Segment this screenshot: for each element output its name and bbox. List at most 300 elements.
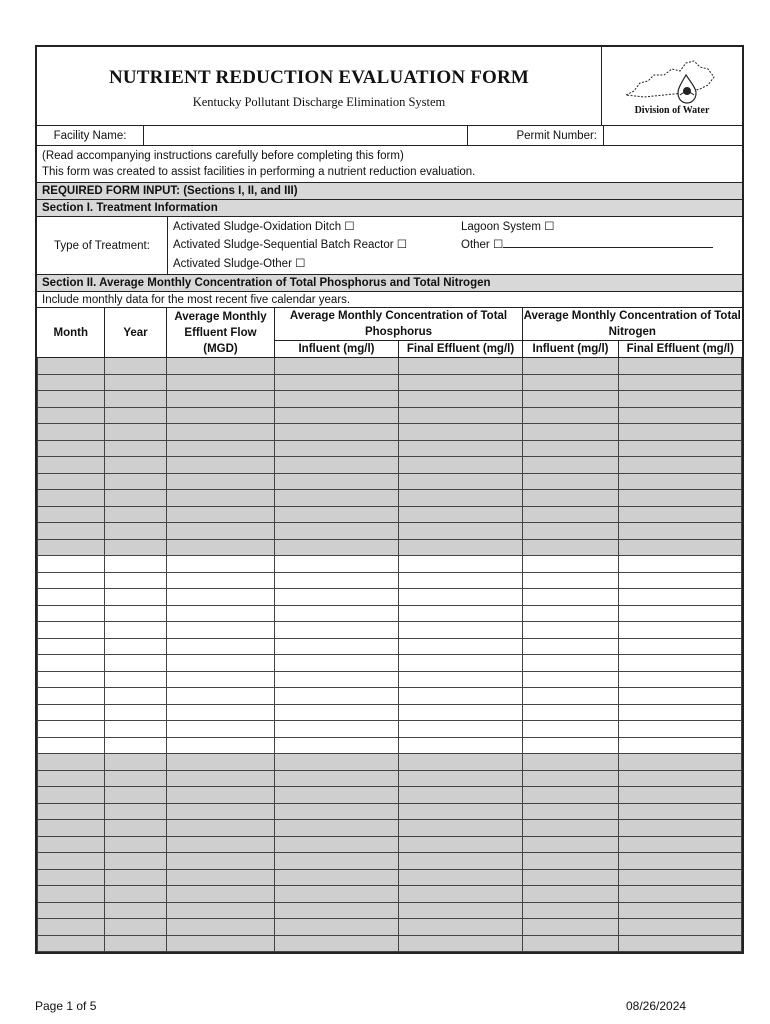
- data-rows: [38, 358, 742, 952]
- table-cell[interactable]: [38, 556, 105, 573]
- table-cell[interactable]: [399, 605, 523, 622]
- table-cell[interactable]: [619, 853, 742, 870]
- table-cell[interactable]: [399, 424, 523, 441]
- table-cell[interactable]: [523, 556, 619, 573]
- table-cell[interactable]: [38, 721, 105, 738]
- table-cell[interactable]: [399, 919, 523, 936]
- table-cell[interactable]: [105, 787, 167, 804]
- table-cell[interactable]: [105, 391, 167, 408]
- col-effluent-flow: Average Monthly Effluent Flow (MGD): [167, 308, 275, 358]
- table-cell[interactable]: [523, 589, 619, 606]
- table-cell[interactable]: [523, 622, 619, 639]
- table-cell[interactable]: [399, 803, 523, 820]
- table-cell[interactable]: [399, 820, 523, 837]
- table-cell[interactable]: [275, 638, 399, 655]
- table-cell[interactable]: [619, 358, 742, 375]
- table-row: [38, 391, 742, 408]
- table-cell[interactable]: [275, 655, 399, 672]
- table-row: [38, 671, 742, 688]
- table-cell[interactable]: [399, 638, 523, 655]
- table-cell[interactable]: [105, 902, 167, 919]
- table-cell[interactable]: [167, 902, 275, 919]
- table-cell[interactable]: [399, 935, 523, 952]
- table-cell[interactable]: [523, 787, 619, 804]
- table-cell[interactable]: [105, 473, 167, 490]
- table-cell[interactable]: [105, 853, 167, 870]
- table-cell[interactable]: [523, 803, 619, 820]
- option-other[interactable]: [461, 237, 713, 251]
- section-2-note: Include monthly data for the most recent five calendar years.: [37, 292, 742, 308]
- table-cell[interactable]: [167, 820, 275, 837]
- table-cell[interactable]: [38, 605, 105, 622]
- table-cell[interactable]: [167, 737, 275, 754]
- table-cell[interactable]: [399, 622, 523, 639]
- table-cell[interactable]: [38, 457, 105, 474]
- table-cell[interactable]: [105, 836, 167, 853]
- table-cell[interactable]: [523, 424, 619, 441]
- table-cell[interactable]: [105, 605, 167, 622]
- table-cell[interactable]: [275, 589, 399, 606]
- table-cell[interactable]: [275, 605, 399, 622]
- table-cell[interactable]: [275, 721, 399, 738]
- table-cell[interactable]: [167, 869, 275, 886]
- option-oxidation-ditch[interactable]: Activated Sludge-Oxidation Ditch ☐: [173, 221, 355, 233]
- division-of-water-logo: [602, 47, 742, 125]
- table-cell[interactable]: [167, 490, 275, 507]
- table-cell[interactable]: [105, 688, 167, 705]
- table-cell[interactable]: [38, 407, 105, 424]
- table-cell[interactable]: [167, 803, 275, 820]
- table-row: [38, 506, 742, 523]
- table-cell[interactable]: [619, 391, 742, 408]
- table-cell[interactable]: [523, 902, 619, 919]
- table-cell[interactable]: [275, 671, 399, 688]
- table-cell[interactable]: [38, 820, 105, 837]
- table-cell[interactable]: [619, 787, 742, 804]
- table-cell[interactable]: [167, 358, 275, 375]
- table-cell[interactable]: [275, 622, 399, 639]
- table-cell[interactable]: [38, 424, 105, 441]
- table-cell[interactable]: [167, 704, 275, 721]
- table-row: [38, 473, 742, 490]
- table-cell[interactable]: [399, 721, 523, 738]
- table-cell[interactable]: [275, 737, 399, 754]
- table-cell[interactable]: [275, 869, 399, 886]
- table-cell[interactable]: [619, 424, 742, 441]
- table-cell[interactable]: [105, 919, 167, 936]
- table-row: [38, 589, 742, 606]
- table-cell[interactable]: [105, 737, 167, 754]
- table-cell[interactable]: [523, 688, 619, 705]
- table-cell[interactable]: [619, 770, 742, 787]
- table-cell[interactable]: [399, 770, 523, 787]
- table-cell[interactable]: [619, 935, 742, 952]
- table-cell[interactable]: [619, 737, 742, 754]
- table-cell[interactable]: [619, 655, 742, 672]
- table-cell[interactable]: [275, 853, 399, 870]
- table-cell[interactable]: [105, 358, 167, 375]
- table-cell[interactable]: [105, 589, 167, 606]
- table-cell[interactable]: [105, 407, 167, 424]
- table-cell[interactable]: [523, 704, 619, 721]
- table-cell[interactable]: [275, 935, 399, 952]
- table-cell[interactable]: [105, 704, 167, 721]
- table-cell[interactable]: [167, 424, 275, 441]
- table-cell[interactable]: [167, 622, 275, 639]
- table-cell[interactable]: [38, 853, 105, 870]
- permit-number-label: Permit Number:: [468, 126, 604, 145]
- table-cell[interactable]: [167, 556, 275, 573]
- table-cell[interactable]: [105, 556, 167, 573]
- table-cell[interactable]: [523, 836, 619, 853]
- table-cell[interactable]: [399, 737, 523, 754]
- table-cell[interactable]: [105, 490, 167, 507]
- table-cell[interactable]: [38, 523, 105, 540]
- option-sequential-batch-reactor[interactable]: Activated Sludge-Sequential Batch Reactor ☐: [173, 239, 408, 251]
- instructions-line-1: (Read accompanying instructions carefully before completing this form): [42, 150, 404, 162]
- table-cell[interactable]: [167, 506, 275, 523]
- table-cell[interactable]: [167, 935, 275, 952]
- table-cell[interactable]: [619, 374, 742, 391]
- table-cell[interactable]: [523, 407, 619, 424]
- table-cell[interactable]: [399, 556, 523, 573]
- table-row: [38, 935, 742, 952]
- table-cell[interactable]: [38, 919, 105, 936]
- table-cell[interactable]: [619, 754, 742, 771]
- table-cell[interactable]: [105, 424, 167, 441]
- table-cell[interactable]: [399, 440, 523, 457]
- table-cell[interactable]: [105, 803, 167, 820]
- table-cell[interactable]: [167, 407, 275, 424]
- table-cell[interactable]: [275, 457, 399, 474]
- table-cell[interactable]: [619, 506, 742, 523]
- table-cell[interactable]: [105, 655, 167, 672]
- table-cell[interactable]: [399, 523, 523, 540]
- table-cell[interactable]: [38, 358, 105, 375]
- monthly-data-table: [37, 308, 742, 952]
- table-cell[interactable]: [523, 391, 619, 408]
- option-lagoon-system[interactable]: Lagoon System ☐: [461, 221, 555, 233]
- table-cell[interactable]: [275, 572, 399, 589]
- table-cell[interactable]: [619, 490, 742, 507]
- table-cell[interactable]: [275, 770, 399, 787]
- table-cell[interactable]: [38, 473, 105, 490]
- table-cell[interactable]: [167, 638, 275, 655]
- table-cell[interactable]: [167, 523, 275, 540]
- table-cell[interactable]: [167, 440, 275, 457]
- table-cell[interactable]: [38, 935, 105, 952]
- table-cell[interactable]: [167, 539, 275, 556]
- table-cell[interactable]: [619, 869, 742, 886]
- table-cell[interactable]: [619, 556, 742, 573]
- form-subtitle: Kentucky Pollutant Discharge Elimination System: [192, 95, 446, 109]
- table-cell[interactable]: [523, 572, 619, 589]
- table-cell[interactable]: [275, 374, 399, 391]
- table-cell[interactable]: [399, 754, 523, 771]
- table-cell[interactable]: [523, 886, 619, 903]
- table-cell[interactable]: [523, 440, 619, 457]
- permit-number-field[interactable]: [604, 126, 742, 145]
- table-cell[interactable]: [105, 440, 167, 457]
- nutrient-reduction-form: [35, 45, 744, 954]
- table-cell[interactable]: [399, 572, 523, 589]
- table-cell[interactable]: [38, 622, 105, 639]
- table-cell[interactable]: [399, 506, 523, 523]
- col-phosphorus-final-effluent: Final Effluent (mg/l): [399, 341, 523, 358]
- table-cell[interactable]: [399, 457, 523, 474]
- table-cell[interactable]: [275, 391, 399, 408]
- table-cell[interactable]: [523, 869, 619, 886]
- table-cell[interactable]: [105, 770, 167, 787]
- required-input-header: REQUIRED FORM INPUT: (Sections I, II, and III): [37, 183, 742, 200]
- table-cell[interactable]: [167, 853, 275, 870]
- kentucky-map-icon: [624, 53, 720, 107]
- table-cell[interactable]: [619, 721, 742, 738]
- table-cell[interactable]: [167, 473, 275, 490]
- table-cell[interactable]: [167, 770, 275, 787]
- table-cell[interactable]: [619, 886, 742, 903]
- table-row: [38, 721, 742, 738]
- table-cell[interactable]: [167, 836, 275, 853]
- table-cell[interactable]: [399, 787, 523, 804]
- table-cell[interactable]: [167, 605, 275, 622]
- table-cell[interactable]: [38, 589, 105, 606]
- table-cell[interactable]: [167, 589, 275, 606]
- table-cell[interactable]: [105, 506, 167, 523]
- table-cell[interactable]: [399, 671, 523, 688]
- table-cell[interactable]: [167, 374, 275, 391]
- table-cell[interactable]: [619, 407, 742, 424]
- table-cell[interactable]: [167, 787, 275, 804]
- table-row: [38, 490, 742, 507]
- table-cell[interactable]: [38, 869, 105, 886]
- table-cell[interactable]: [38, 440, 105, 457]
- table-cell[interactable]: [619, 572, 742, 589]
- table-cell[interactable]: [523, 655, 619, 672]
- table-cell[interactable]: [38, 638, 105, 655]
- table-cell[interactable]: [399, 688, 523, 705]
- table-row: [38, 754, 742, 771]
- table-cell[interactable]: [523, 935, 619, 952]
- table-cell[interactable]: [399, 407, 523, 424]
- table-cell[interactable]: [38, 655, 105, 672]
- table-cell[interactable]: [523, 457, 619, 474]
- table-cell[interactable]: [275, 506, 399, 523]
- table-cell[interactable]: [523, 374, 619, 391]
- table-cell[interactable]: [167, 919, 275, 936]
- table-cell[interactable]: [619, 473, 742, 490]
- table-cell[interactable]: [399, 853, 523, 870]
- table-cell[interactable]: [523, 770, 619, 787]
- table-cell[interactable]: [167, 572, 275, 589]
- table-cell[interactable]: [105, 638, 167, 655]
- table-cell[interactable]: [105, 754, 167, 771]
- table-cell[interactable]: [619, 539, 742, 556]
- table-cell[interactable]: [105, 457, 167, 474]
- table-cell[interactable]: [38, 506, 105, 523]
- table-cell[interactable]: [105, 572, 167, 589]
- table-row: [38, 622, 742, 639]
- table-cell[interactable]: [619, 440, 742, 457]
- table-cell[interactable]: [619, 638, 742, 655]
- table-cell[interactable]: [275, 556, 399, 573]
- table-cell[interactable]: [619, 605, 742, 622]
- table-row: [38, 638, 742, 655]
- table-cell[interactable]: [38, 886, 105, 903]
- table-cell[interactable]: [275, 407, 399, 424]
- table-cell[interactable]: [105, 869, 167, 886]
- table-cell[interactable]: [275, 424, 399, 441]
- table-row: [38, 836, 742, 853]
- table-cell[interactable]: [523, 490, 619, 507]
- table-row: [38, 688, 742, 705]
- table-cell[interactable]: [38, 688, 105, 705]
- table-cell[interactable]: [105, 721, 167, 738]
- table-cell[interactable]: [399, 836, 523, 853]
- table-row: [38, 737, 742, 754]
- table-cell[interactable]: [167, 721, 275, 738]
- section-2-title: Section II. Average Monthly Concentration of Total Phosphorus and Total Nitrogen: [37, 275, 742, 292]
- table-cell[interactable]: [619, 704, 742, 721]
- option-activated-sludge-other[interactable]: Activated Sludge-Other ☐: [173, 258, 306, 270]
- facility-name-field[interactable]: [144, 126, 468, 145]
- table-cell[interactable]: [38, 671, 105, 688]
- table-cell[interactable]: [619, 836, 742, 853]
- table-cell[interactable]: [619, 523, 742, 540]
- table-cell[interactable]: [399, 655, 523, 672]
- table-row: [38, 853, 742, 870]
- table-cell[interactable]: [167, 391, 275, 408]
- table-cell[interactable]: [167, 688, 275, 705]
- table-cell[interactable]: [275, 539, 399, 556]
- table-cell[interactable]: [619, 457, 742, 474]
- table-cell[interactable]: [399, 391, 523, 408]
- table-cell[interactable]: [399, 473, 523, 490]
- table-cell[interactable]: [523, 523, 619, 540]
- table-cell[interactable]: [275, 902, 399, 919]
- table-cell[interactable]: [38, 770, 105, 787]
- table-cell[interactable]: [38, 391, 105, 408]
- table-cell[interactable]: [167, 457, 275, 474]
- table-cell[interactable]: [619, 589, 742, 606]
- table-cell[interactable]: [275, 820, 399, 837]
- table-cell[interactable]: [399, 374, 523, 391]
- table-cell[interactable]: [38, 836, 105, 853]
- form-title-block: [37, 47, 602, 125]
- table-cell[interactable]: [38, 902, 105, 919]
- table-cell[interactable]: [275, 704, 399, 721]
- table-cell[interactable]: [619, 671, 742, 688]
- table-cell[interactable]: [399, 704, 523, 721]
- table-cell[interactable]: [619, 688, 742, 705]
- table-cell[interactable]: [523, 358, 619, 375]
- table-row: [38, 358, 742, 375]
- table-cell[interactable]: [523, 919, 619, 936]
- other-specify-line[interactable]: [503, 237, 713, 248]
- facility-name-label: Facility Name:: [37, 126, 144, 145]
- table-cell[interactable]: [275, 787, 399, 804]
- table-cell[interactable]: [38, 490, 105, 507]
- table-cell[interactable]: [523, 671, 619, 688]
- table-cell[interactable]: [167, 754, 275, 771]
- table-cell[interactable]: [523, 754, 619, 771]
- table-cell[interactable]: [105, 539, 167, 556]
- table-cell[interactable]: [399, 869, 523, 886]
- table-cell[interactable]: [399, 539, 523, 556]
- table-cell[interactable]: [167, 655, 275, 672]
- table-cell[interactable]: [399, 358, 523, 375]
- table-cell[interactable]: [523, 853, 619, 870]
- table-cell[interactable]: [523, 721, 619, 738]
- table-cell[interactable]: [275, 803, 399, 820]
- table-cell[interactable]: [105, 523, 167, 540]
- table-cell[interactable]: [619, 902, 742, 919]
- page-number: Page 1 of 5: [35, 999, 97, 1013]
- table-cell[interactable]: [105, 935, 167, 952]
- instructions: [37, 146, 742, 183]
- table-cell[interactable]: [275, 886, 399, 903]
- table-cell[interactable]: [275, 473, 399, 490]
- table-cell[interactable]: [38, 803, 105, 820]
- table-cell[interactable]: [275, 754, 399, 771]
- table-cell[interactable]: [619, 622, 742, 639]
- table-cell[interactable]: [275, 523, 399, 540]
- table-cell[interactable]: [275, 490, 399, 507]
- table-cell[interactable]: [38, 572, 105, 589]
- table-row: [38, 539, 742, 556]
- table-cell[interactable]: [619, 919, 742, 936]
- table-cell[interactable]: [275, 358, 399, 375]
- table-cell[interactable]: [105, 622, 167, 639]
- table-cell[interactable]: [619, 820, 742, 837]
- table-cell[interactable]: [275, 688, 399, 705]
- table-cell[interactable]: [399, 886, 523, 903]
- revision-date: 08/26/2024: [626, 999, 687, 1013]
- table-cell[interactable]: [105, 374, 167, 391]
- table-cell[interactable]: [38, 737, 105, 754]
- table-cell[interactable]: [523, 638, 619, 655]
- table-cell[interactable]: [523, 820, 619, 837]
- table-cell[interactable]: [167, 671, 275, 688]
- table-cell[interactable]: [523, 506, 619, 523]
- table-cell[interactable]: [105, 820, 167, 837]
- option-other-label: Other ☐: [461, 239, 504, 251]
- table-cell[interactable]: [399, 902, 523, 919]
- table-cell[interactable]: [399, 589, 523, 606]
- table-row: [38, 869, 742, 886]
- table-cell[interactable]: [619, 803, 742, 820]
- table-cell[interactable]: [523, 539, 619, 556]
- table-cell[interactable]: [105, 671, 167, 688]
- col-month: Month: [38, 308, 105, 358]
- table-cell[interactable]: [38, 704, 105, 721]
- table-cell[interactable]: [38, 539, 105, 556]
- table-row: [38, 787, 742, 804]
- table-cell[interactable]: [38, 374, 105, 391]
- col-nitrogen-final-effluent: Final Effluent (mg/l): [619, 341, 742, 358]
- table-cell[interactable]: [399, 490, 523, 507]
- table-cell[interactable]: [105, 886, 167, 903]
- table-cell[interactable]: [275, 919, 399, 936]
- table-cell[interactable]: [167, 886, 275, 903]
- table-cell[interactable]: [523, 605, 619, 622]
- table-cell[interactable]: [523, 737, 619, 754]
- table-cell[interactable]: [275, 836, 399, 853]
- table-cell[interactable]: [38, 787, 105, 804]
- table-cell[interactable]: [523, 473, 619, 490]
- table-cell[interactable]: [38, 754, 105, 771]
- table-cell[interactable]: [275, 440, 399, 457]
